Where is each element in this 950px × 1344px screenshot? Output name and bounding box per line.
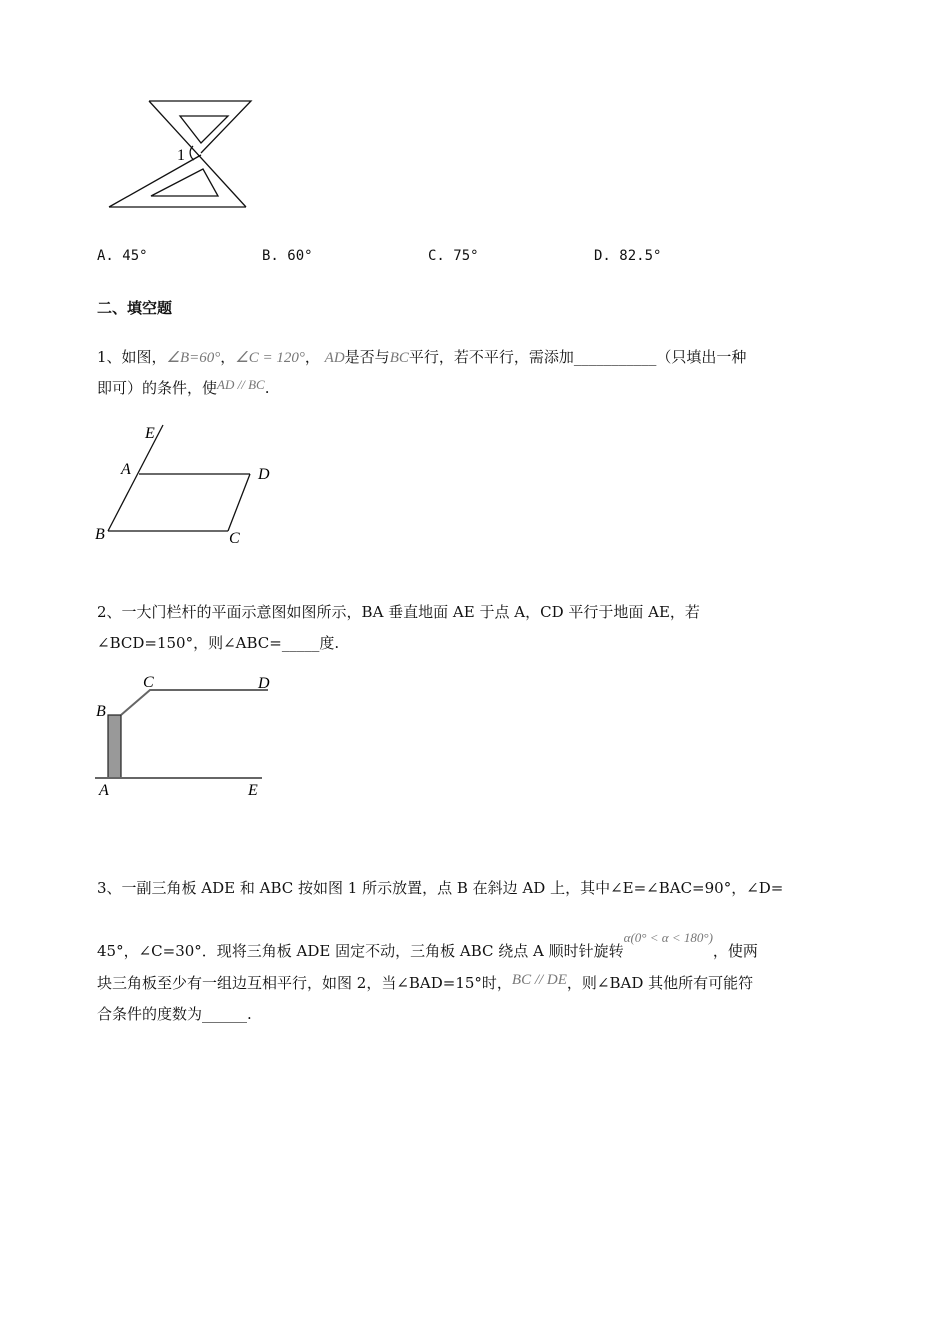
label-E: E [145, 425, 155, 442]
label-C: C [229, 530, 240, 547]
q1-text: 平行，若不平行，需添加 [408, 348, 574, 366]
q3-text: 块三角板至少有一组边互相平行，如图 2，当∠BAD=15°时， [97, 974, 512, 992]
q1-angle-b: ∠B=60° [166, 350, 221, 366]
q1-text: （只填出一种 [656, 348, 747, 366]
q3-text: ，使两 [712, 942, 758, 960]
q3-line4: 合条件的度数为______. [97, 1005, 252, 1023]
angle-1-label: 1 [177, 147, 185, 164]
option-c: C. 75° [428, 248, 479, 264]
q3-alpha-range: α(0° < α < 180°) [623, 930, 713, 945]
q3-line2 [97, 930, 758, 961]
gate-label-D: D [258, 675, 270, 692]
q2-line1: 2、一大门栏杆的平面示意图如图所示，BA 垂直地面 AE 于点 A，CD 平行于地面 AE，若 [97, 603, 700, 621]
q1-angle-c: ∠C = 120° [235, 350, 305, 366]
label-A: A [121, 461, 131, 478]
q1-sep: ， [220, 348, 236, 366]
gate-label-E: E [248, 782, 258, 799]
option-b: B. 60° [262, 248, 313, 264]
q2-line2: ∠BCD=150°，则∠ABC=_____度. [97, 634, 340, 652]
q1-text: 1、如图， [97, 348, 167, 366]
q3-line1: 3、一副三角板 ADE 和 ABC 按如图 1 所示放置，点 B 在斜边 AD 上，其中∠E=∠BAC=90°，∠D= [97, 879, 784, 897]
option-a: A. 45° [97, 248, 148, 264]
label-B: B [95, 526, 105, 543]
figure-gate [95, 690, 268, 778]
q1-text: 即可）的条件，使 [97, 379, 218, 397]
q1-line2 [97, 377, 269, 398]
q1-line1 [97, 346, 746, 367]
option-d: D. 82.5° [594, 248, 662, 264]
section-title: 二、填空题 [97, 299, 173, 317]
q1-sep: ， [304, 348, 320, 366]
q1-bc: BC [389, 350, 409, 366]
q3-line3 [97, 972, 753, 993]
q1-parallel: AD // BC [217, 377, 265, 392]
q1-text: 是否与 [344, 348, 390, 366]
q1-answer-blank: ___________ [573, 348, 657, 366]
gate-label-B: B [96, 703, 106, 720]
label-D: D [258, 466, 270, 483]
gate-label-C: C [143, 674, 154, 691]
q3-text: ，则∠BAD 其他所有可能符 [566, 974, 754, 992]
figure-parallelogram [108, 425, 250, 531]
q1-ad: AD [324, 350, 345, 366]
q3-parallel: BC // DE [511, 972, 567, 988]
gate-label-A: A [99, 782, 109, 799]
q3-text: 45°，∠C=30°．现将三角板 ADE 固定不动，三角板 ABC 绕点 A 顺时针旋转 [97, 942, 624, 960]
q1-text: . [264, 379, 270, 397]
